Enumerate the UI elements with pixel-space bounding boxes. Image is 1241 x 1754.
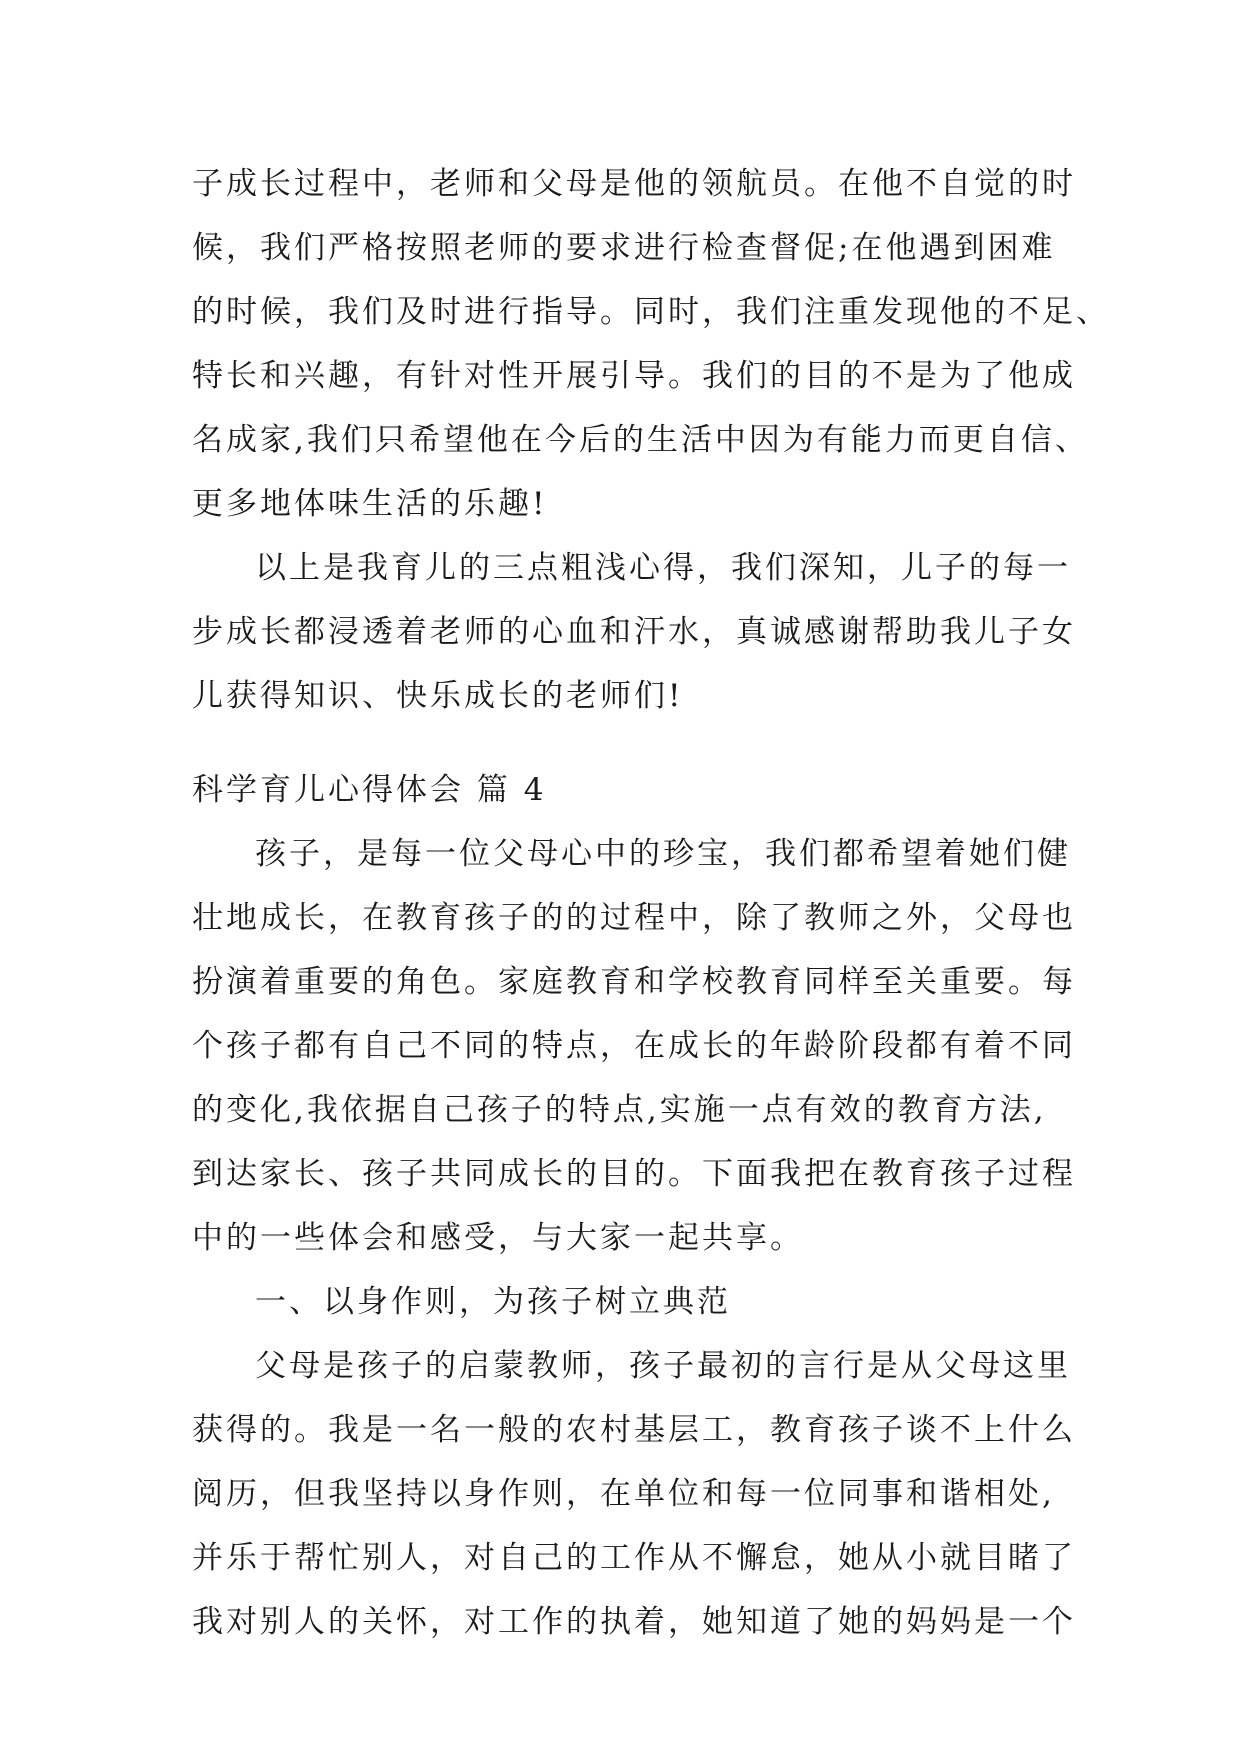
- text-line: 中的一些体会和感受，与大家一起共享。: [192, 1220, 804, 1256]
- text-line: 的变化,我依据自己孩子的特点,实施一点有效的教育方法,: [192, 1092, 1047, 1128]
- text-line: 子成长过程中，老师和父母是他的领航员。在他不自觉的时: [192, 166, 1076, 202]
- text-line: 儿获得知识、快乐成长的老师们!: [192, 678, 684, 714]
- text-line: 步成长都浸透着老师的心血和汗水，真诚感谢帮助我儿子女: [192, 614, 1076, 650]
- text-line: 我对别人的关怀，对工作的执着，她知道了她的妈妈是一个: [192, 1604, 1076, 1640]
- text-line: 扮演着重要的角色。家庭教育和学校教育同样至关重要。每: [192, 964, 1076, 1000]
- text-line: 候，我们严格按照老师的要求进行检查督促;在他遇到困难: [192, 230, 1056, 266]
- text-line: 名成家,我们只希望他在今后的生活中因为有能力而更自信、: [192, 422, 1089, 458]
- subheading: 一、以身作则，为孩子树立典范: [255, 1284, 731, 1320]
- text-line: 并乐于帮忙别人，对自己的工作从不懈怠，她从小就目睹了: [192, 1540, 1076, 1576]
- text-line: 更多地体味生活的乐趣!: [192, 486, 548, 522]
- section-heading: 科学育儿心得体会 篇 4: [192, 772, 547, 808]
- text-line: 以上是我育儿的三点粗浅心得，我们深知，儿子的每一: [255, 550, 1071, 586]
- text-line: 个孩子都有自己不同的特点，在成长的年龄阶段都有着不同: [192, 1028, 1076, 1064]
- text-line: 获得的。我是一名一般的农村基层工，教育孩子谈不上什么: [192, 1412, 1076, 1448]
- text-line: 壮地成长，在教育孩子的的过程中，除了教师之外，父母也: [192, 900, 1076, 936]
- text-line: 特长和兴趣，有针对性开展引导。我们的目的不是为了他成: [192, 358, 1076, 394]
- text-line: 阅历，但我坚持以身作则，在单位和每一位同事和谐相处,: [192, 1476, 1055, 1512]
- text-line: 的时候，我们及时进行指导。同时，我们注重发现他的不足、: [192, 294, 1110, 330]
- text-line: 孩子，是每一位父母心中的珍宝，我们都希望着她们健: [255, 836, 1071, 872]
- text-line: 到达家长、孩子共同成长的目的。下面我把在教育孩子过程: [192, 1156, 1076, 1192]
- text-line: 父母是孩子的启蒙教师，孩子最初的言行是从父母这里: [255, 1348, 1071, 1384]
